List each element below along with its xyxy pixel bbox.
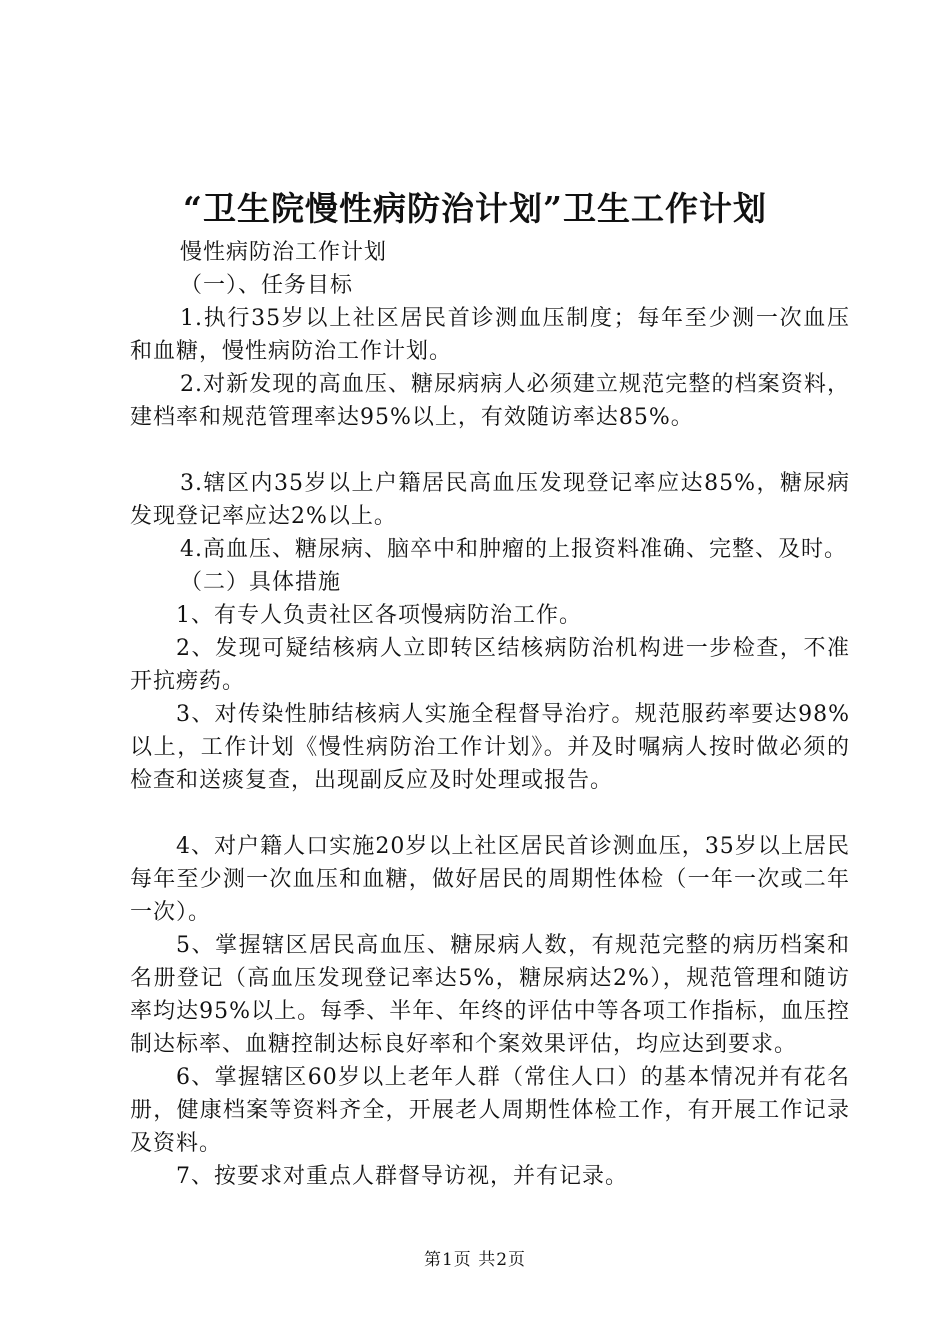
- section-heading-goals: （一）、任务目标: [180, 273, 354, 298]
- section-heading-measures: （二）具体措施: [180, 570, 342, 595]
- goal-paragraph-1: 1.执行35岁以上社区居民首诊测血压制度；每年至少测一次血压和血糖，慢性病防治工作计划。: [130, 306, 850, 364]
- measure-paragraph-5: 5、掌握辖区居民高血压、糖尿病人数，有规范完整的病历档案和名册登记（高血压发现登记率达5%，糖尿病达2%），规范管理和随访率均达95%以上。每季、半年、年终的评估中等各项工作指标，血压控制达标率、血糖控制达标良好率和个案效果评估，均应达到要求。: [130, 933, 850, 1057]
- goal-paragraph-2: 2.对新发现的高血压、糖尿病病人必须建立规范完整的档案资料，建档率和规范管理率达95%以上，有效随访率达85%。: [130, 372, 850, 430]
- goal-paragraph-3: 3.辖区内35岁以上户籍居民高血压发现登记率应达85%，糖尿病发现登记率应达2%以上。: [130, 471, 850, 529]
- measure-paragraph-3: 3、对传染性肺结核病人实施全程督导治疗。规范服药率要达98%以上，工作计划《慢性病防治工作计划》。并及时嘱病人按时做必须的检查和送痰复查，出现副反应及时处理或报告。: [130, 702, 850, 793]
- document-body: [130, 236, 850, 1193]
- measure-paragraph-4: 4、对户籍人口实施20岁以上社区居民首诊测血压，35岁以上居民每年至少测一次血压和血糖，做好居民的周期性体检（一年一次或二年一次）。: [130, 834, 850, 925]
- measure-paragraph-2: 2、发现可疑结核病人立即转区结核病防治机构进一步检查，不准开抗痨药。: [130, 636, 850, 694]
- page-number-footer: 第1页 共2页: [423, 1250, 527, 1270]
- measure-paragraph-1: 1、有专人负责社区各项慢病防治工作。: [176, 603, 582, 628]
- document-title: “卫生院慢性病防治计划”卫生工作计划: [183, 189, 767, 228]
- subtitle: 慢性病防治工作计划: [180, 240, 388, 265]
- goal-paragraph-4: 4.高血压、糖尿病、脑卒中和肿瘤的上报资料准确、完整、及时。: [180, 537, 847, 562]
- measure-paragraph-7: 7、按要求对重点人群督导访视，并有记录。: [176, 1164, 628, 1189]
- measure-paragraph-6: 6、掌握辖区60岁以上老年人群（常住人口）的基本情况并有花名册，健康档案等资料齐全，开展老人周期性体检工作，有开展工作记录及资料。: [130, 1065, 850, 1156]
